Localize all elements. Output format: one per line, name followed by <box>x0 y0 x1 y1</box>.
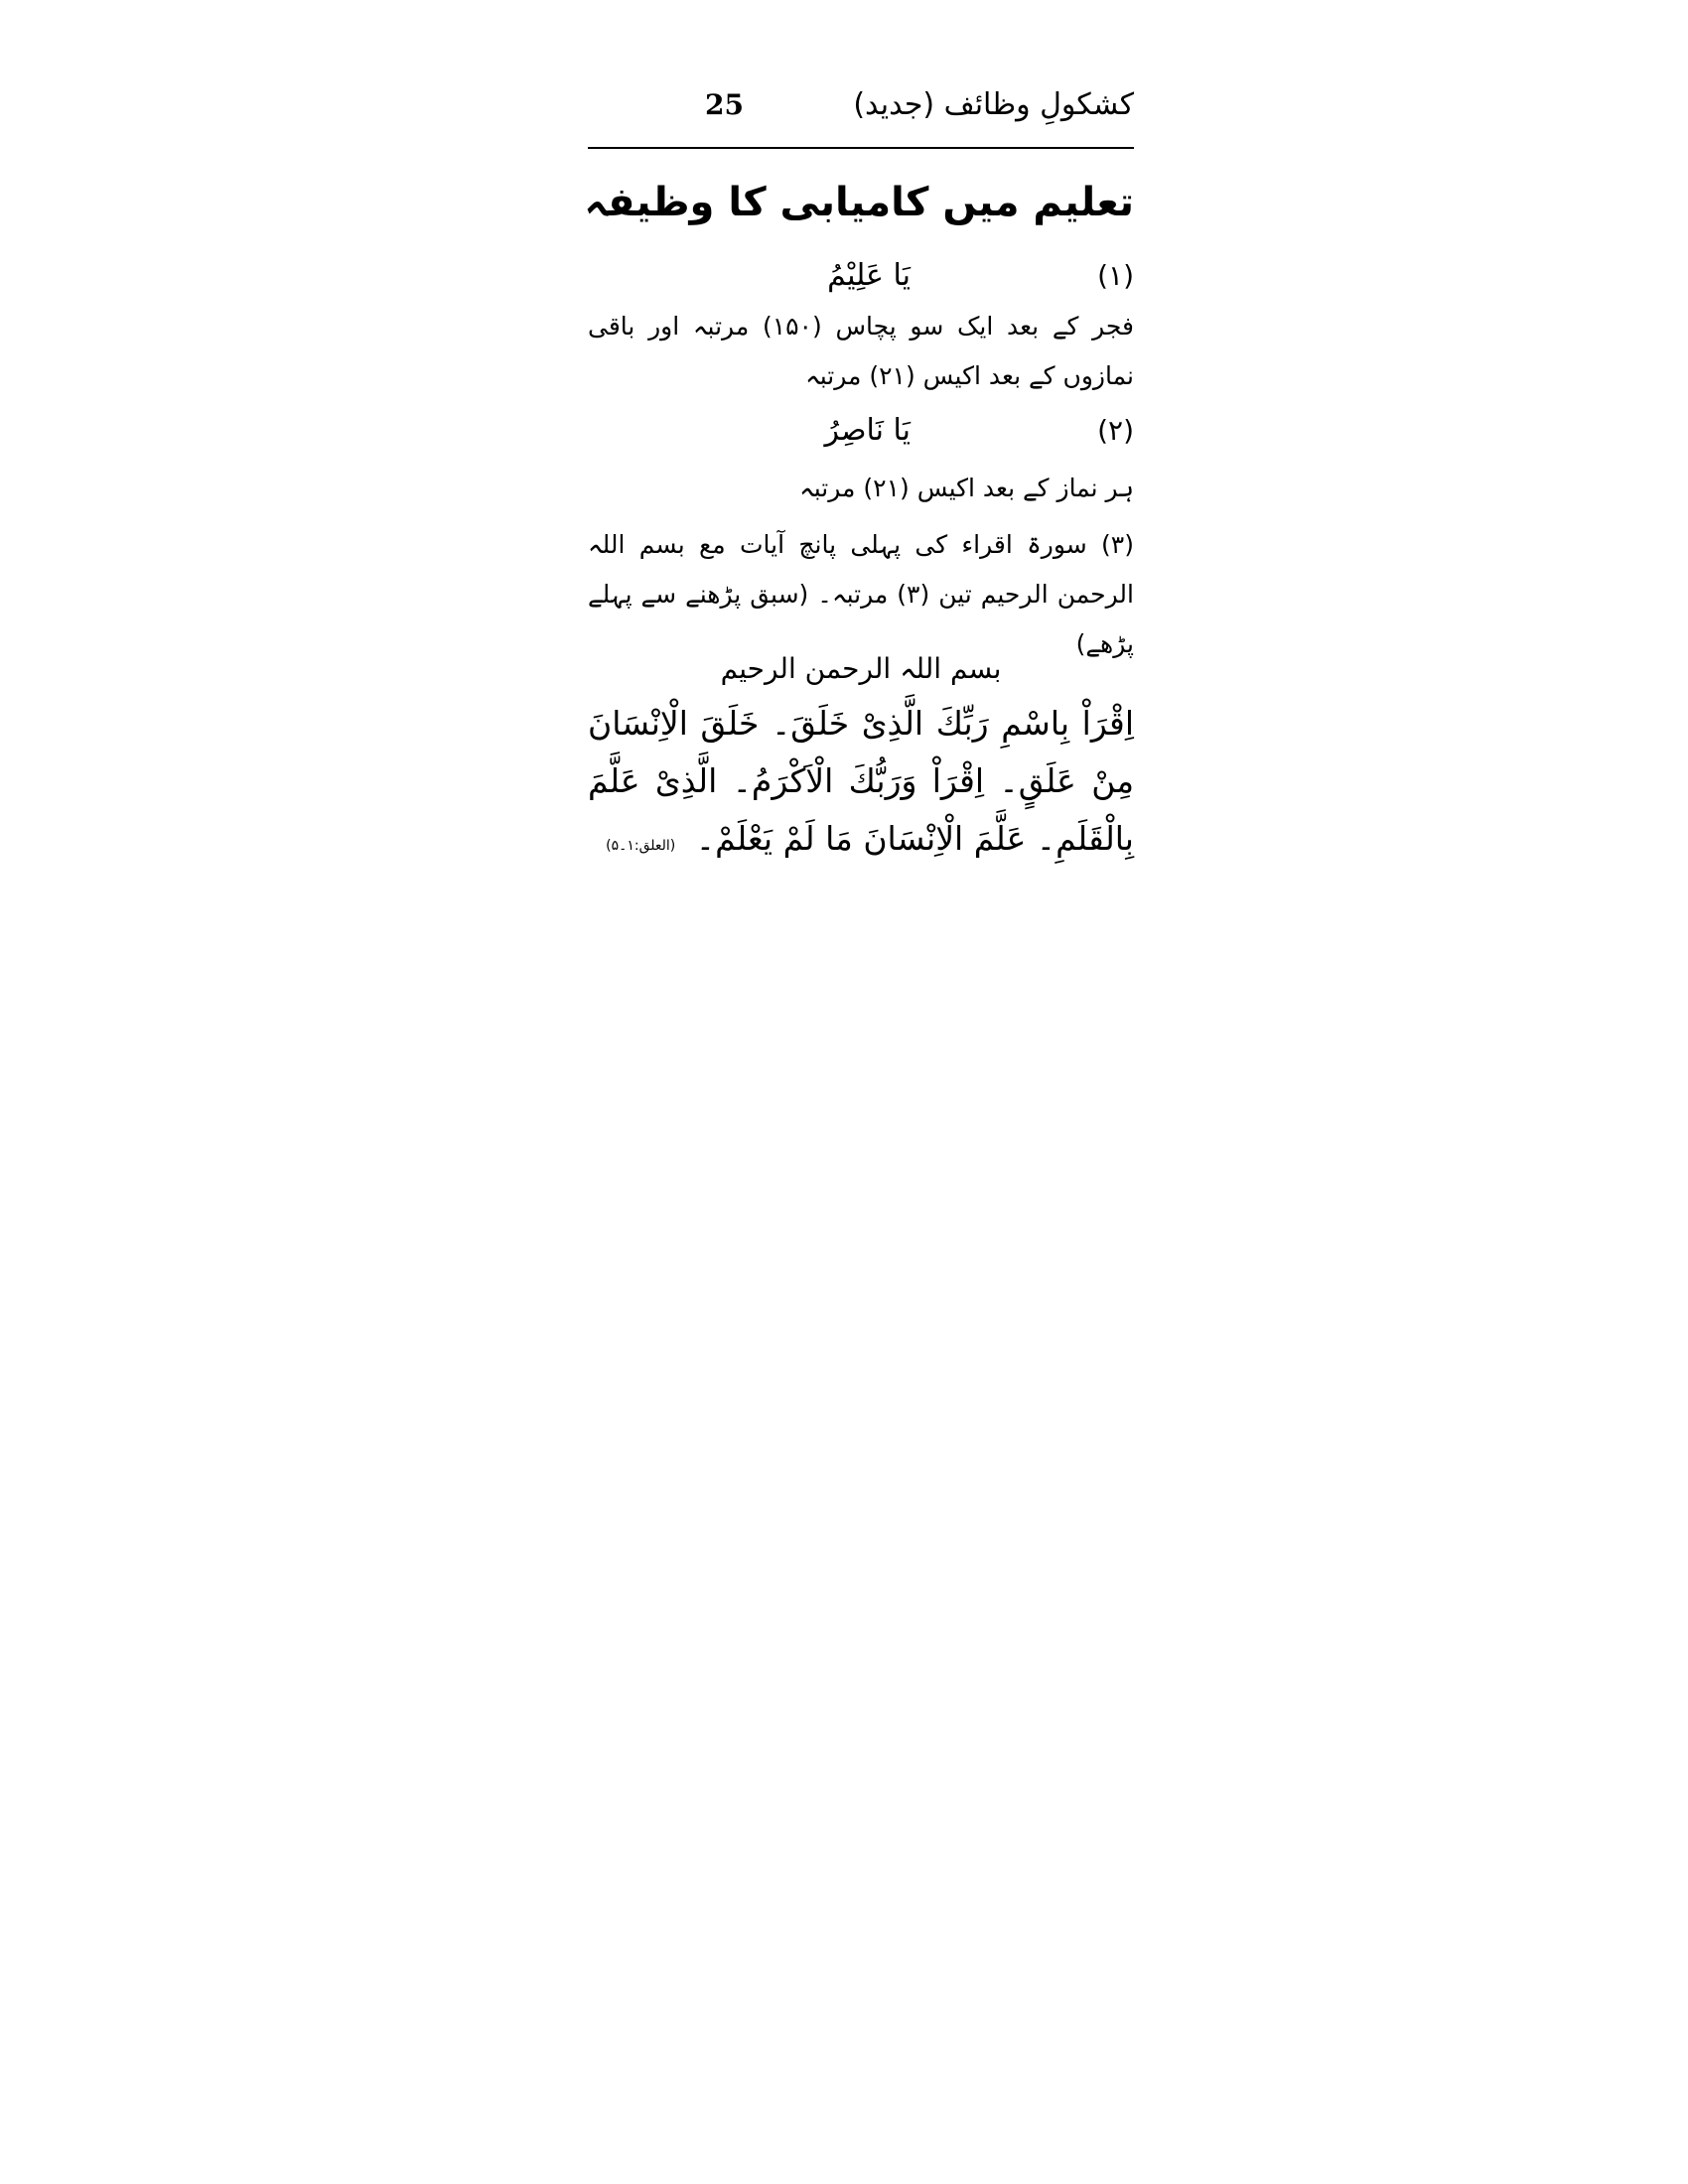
page-content <box>584 77 1134 891</box>
book-title: کشکولِ وظائف (جدید) <box>853 87 1134 122</box>
verse-reference: (العلق:۱۔۵) <box>606 838 676 854</box>
item-1-title-line <box>588 252 1134 300</box>
header-divider <box>588 147 1134 149</box>
item-2-number: (۲) <box>1097 414 1134 447</box>
page-number: 25 <box>705 88 744 121</box>
bismillah: بسم اللہ الرحمن الرحیم <box>720 652 1002 685</box>
item-3-number: (۳) <box>1101 530 1134 559</box>
item-2-title-line <box>588 407 1134 455</box>
item-3-instruction: سورۃ اقراء کی پہلی پانچ آیات مع بسم اللہ الرحمن الرحیم تین (۳) مرتبہ۔ (سبق پڑھنے سے پہلے پڑھے) <box>588 530 1134 658</box>
section-heading: تعلیم میں کامیابی کا وظیفہ <box>584 180 1134 225</box>
item-1-number: (۱) <box>1097 259 1134 292</box>
quran-verse <box>588 695 1134 875</box>
item-1-divine-name: یَا عَلِیْمُ <box>827 258 911 293</box>
verse-text: اِقْرَاْ بِاسْمِ رَبِّكَ الَّذِیْ خَلَقَ۔ خَلَقَ الْاِنْسَانَ مِنْ عَلَقٍ۔ اِقْرَاْ وَرَبُّكَ الْاَكْرَمُ۔ الَّذِیْ عَلَّمَ بِالْقَلَمِ۔ عَلَّمَ الْاِنْسَانَ مَا لَمْ یَعْلَمْ۔ <box>588 704 1134 858</box>
item-2-instruction: ہر نماز کے بعد اکیس (۲۱) مرتبہ <box>799 474 1134 502</box>
item-1-instruction: فجر کے بعد ایک سو پچاس (۱۵۰) مرتبہ اور باقی نمازوں کے بعد اکیس (۲۱) مرتبہ <box>588 312 1134 390</box>
running-header <box>588 77 1134 139</box>
item-2-divine-name: یَا نَاصِرُ <box>824 413 911 448</box>
